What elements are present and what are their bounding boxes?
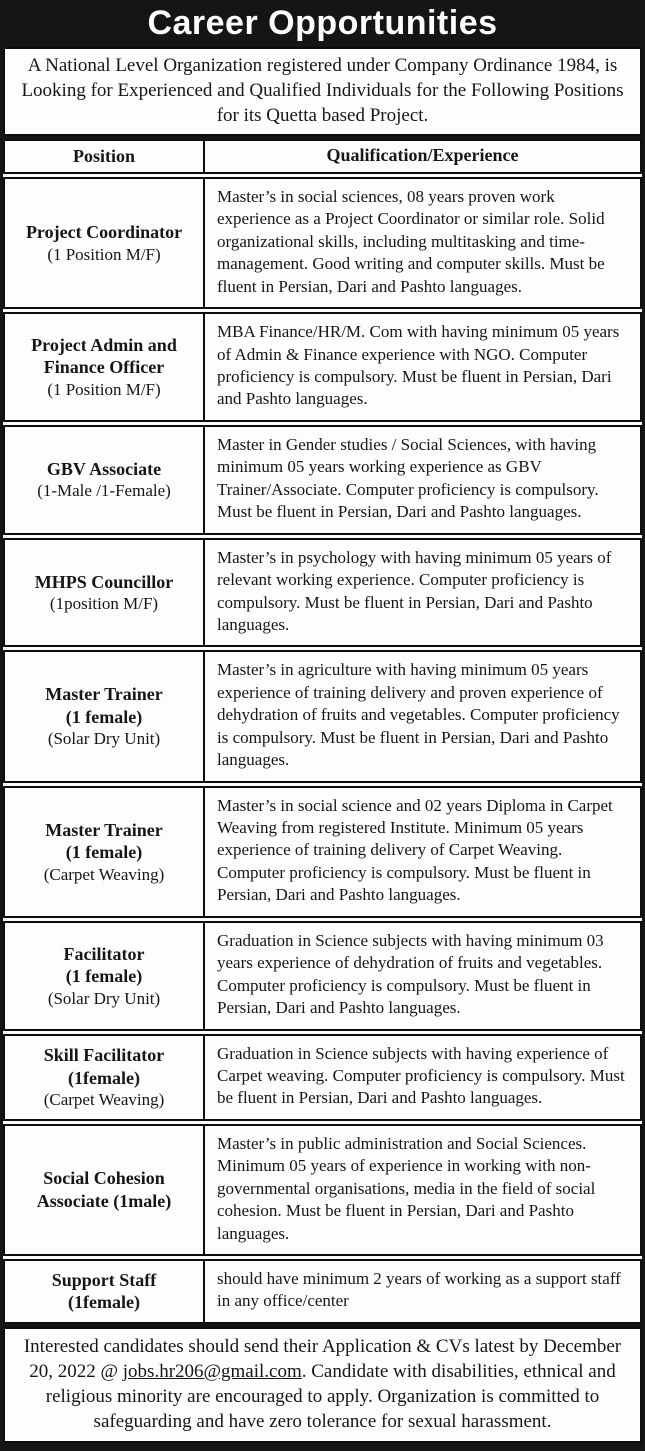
- table-row: [3, 1259, 642, 1324]
- qualification-cell: Master’s in agriculture with having minimum 05 years experience of training delivery and proven experience of dehydration of fruits and vegetables. Computer proficiency is compulsory. Must be fluent in Persian, Dari and Pashto languages.: [217, 660, 620, 770]
- table-row: [3, 786, 642, 918]
- position-line: (1 female): [65, 966, 143, 987]
- position-line: (1-Male /1-Female): [37, 481, 171, 501]
- table-row: [3, 921, 642, 1031]
- position-line: GBV Associate: [46, 458, 162, 479]
- footer-text-after: . Candidate with disabilities, ethnical and religious minority are encouraged to apply. Organization is committed to safeguarding and have zero tolerance for sexual harassment.: [45, 1361, 616, 1433]
- column-header-position: Position: [5, 141, 205, 172]
- qualification-cell: Master’s in social science and 02 years Diploma in Carpet Weaving from registered Institute. Minimum 05 years experience of training delivery of Carpet Weaving. Computer proficiency is compulsory. Must be fluent in Persian, Dari and Pashto languages.: [217, 795, 613, 905]
- table-row: [3, 538, 642, 648]
- position-cell: [5, 923, 205, 1029]
- position-line: MHPS Councillor: [34, 571, 174, 592]
- position-line: Associate (1male): [36, 1190, 172, 1211]
- position-line: (1 female): [65, 842, 143, 863]
- table-row: [3, 1124, 642, 1256]
- qualification-cell: Graduation in Science subjects with having minimum 03 years experience of dehydration of fruits and vegetables. Computer proficiency is compulsory. Must be fluent in Persian, Dari and Pashto languages.: [217, 930, 604, 1018]
- position-line: Support Staff: [51, 1269, 157, 1290]
- position-line: Project Coordinator: [25, 222, 183, 243]
- position-line: Skill Facilitator: [43, 1045, 165, 1066]
- position-line: (Carpet Weaving): [43, 1090, 165, 1110]
- qualification-cell: Master in Gender studies / Social Sciences, with having minimum 05 years working experience as GBV Trainer/Associate. Computer proficiency is compulsory. Must be fluent in Persian, Dari and Pashto languages.: [217, 434, 599, 522]
- position-cell: [5, 1126, 205, 1254]
- position-line: (1female): [68, 1292, 140, 1313]
- table-row: [3, 312, 642, 422]
- position-line: Master Trainer: [45, 819, 163, 840]
- qualification-cell: Master’s in public administration and Social Sciences. Minimum 05 years of experience in working with non-governmental organisations, media in the field of social cohesion. Must be fluent in Persian, Dari and Pashto languages.: [217, 1133, 596, 1243]
- table-header-row: [3, 139, 642, 174]
- position-line: (Solar Dry Unit): [47, 988, 161, 1008]
- position-cell: [5, 1261, 205, 1322]
- table-row: [3, 650, 642, 782]
- position-line: Social Cohesion: [43, 1168, 165, 1189]
- footer-text-before: Interested candidates should send their Application & CVs latest by December 20, 2022 @: [23, 1335, 622, 1382]
- qualification-cell: Master’s in social sciences, 08 years proven work experience as a Project Coordinator or similar role. Solid organizational skills, including multitasking and time-management. Good writing and computer skills. Must be fluent in Persian, Dari and Pashto languages.: [217, 186, 605, 296]
- position-cell: [5, 652, 205, 780]
- qualification-cell: should have minimum 2 years of working as a support staff in any office/center: [217, 1269, 621, 1311]
- position-cell: [5, 314, 205, 420]
- position-line: Finance Officer: [43, 357, 165, 378]
- position-cell: [5, 788, 205, 916]
- position-line: Project Admin and: [31, 334, 177, 355]
- page-title: Career Opportunities: [147, 4, 498, 42]
- qualification-cell: Master’s in psychology with having minimum 05 years of relevant working experience. Computer proficiency is compulsory. Must be fluent in Persian, Dari and Pashto languages.: [217, 547, 612, 634]
- position-line: Facilitator: [63, 943, 145, 964]
- email-link[interactable]: jobs.hr206@gmail.com: [122, 1361, 302, 1382]
- position-cell: [5, 1036, 205, 1119]
- position-line: (1 Position M/F): [47, 379, 161, 399]
- qualification-cell: Graduation in Science subjects with having experience of Carpet weaving. Computer proficiency is compulsory. Must be fluent in Persian, Dari and Pashto languages.: [217, 1043, 625, 1108]
- position-line: (1 Position M/F): [47, 244, 161, 264]
- position-cell: [5, 540, 205, 646]
- position-cell: [5, 427, 205, 533]
- table-row: [3, 177, 642, 309]
- table-row: [3, 425, 642, 535]
- position-cell: [5, 179, 205, 307]
- position-line: (1 female): [65, 706, 143, 727]
- intro-text: A National Level Organization registered under Company Ordinance 1984, is Looking for Experienced and Qualified Individuals for the Following Positions for its Quetta based Project.: [3, 47, 642, 136]
- application-instructions: [3, 1327, 642, 1443]
- positions-table: [3, 139, 642, 1324]
- position-line: (1position M/F): [49, 594, 159, 614]
- qualification-cell: MBA Finance/HR/M. Com with having minimum 05 years of Admin & Finance experience with NGO. Computer proficiency is compulsory. Must be fluent in Persian, Dari and Pashto languages.: [217, 322, 620, 409]
- position-line: (Carpet Weaving): [43, 864, 165, 884]
- position-line: (Solar Dry Unit): [47, 729, 161, 749]
- table-row: [3, 1034, 642, 1121]
- column-header-qualification: Qualification/Experience: [326, 145, 519, 166]
- position-line: (1female): [68, 1067, 140, 1088]
- position-line: Master Trainer: [45, 684, 163, 705]
- table-body: [3, 177, 642, 1324]
